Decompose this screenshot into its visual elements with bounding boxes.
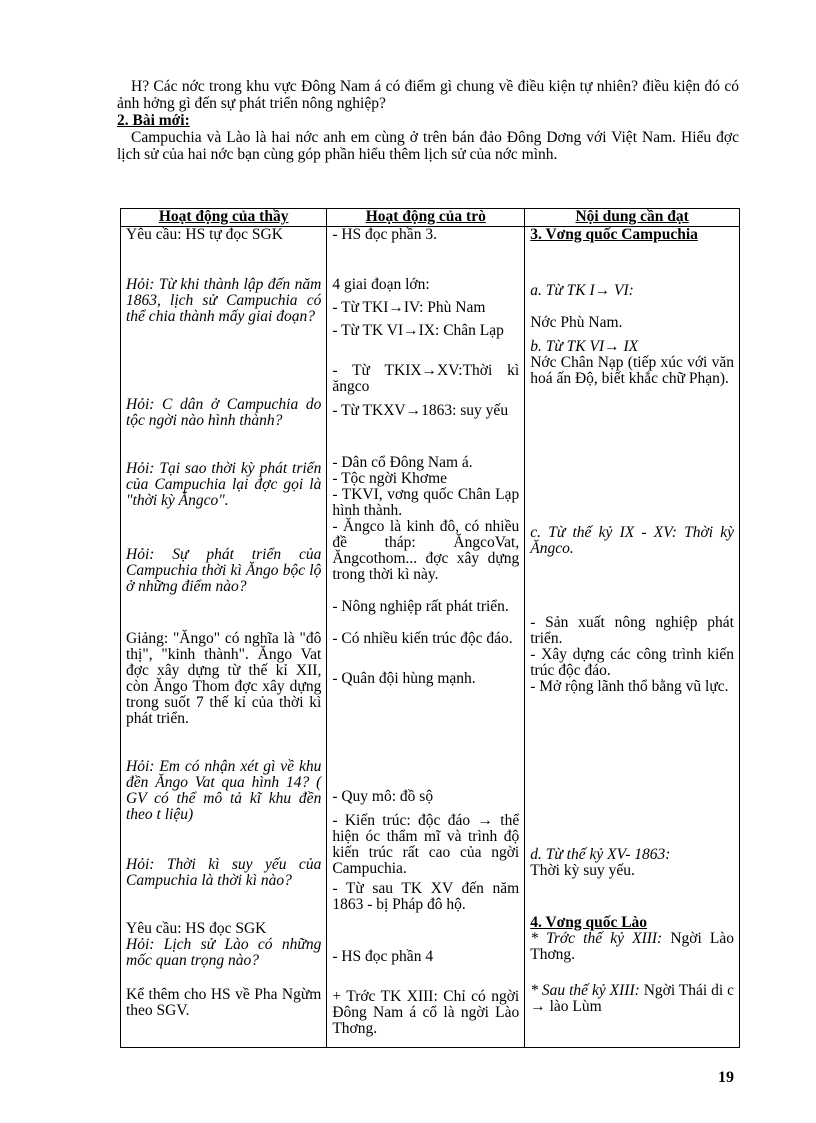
- student-item: - Từ TKIX→XV:Thời kì ăngco: [332, 362, 520, 395]
- period-a-label: a. Từ TK I→ VI:: [530, 282, 634, 299]
- teacher-item: Hỏi: Từ khi thành lập đến năm 1863, lịch sử Campuchia có thể chia thành mấy giai đoạn?: [126, 276, 322, 325]
- period-d-label: d. Từ thế kỷ XV- 1863:: [530, 846, 671, 863]
- teacher-item: Yêu cầu: HS đọc SGK: [126, 920, 267, 937]
- period-b-text: Nớc Chân Nạp (tiếp xúc với văn hoá ấn Độ, biết khắc chữ Phạn).: [530, 354, 734, 387]
- student-item: - HS đọc phần 3.: [332, 226, 437, 243]
- student-item: - Quân đội hùng mạnh.: [332, 670, 476, 687]
- lao-after-text: Ngời Thái di c → lào Lùm: [530, 982, 734, 1015]
- lao-after: [530, 983, 734, 1015]
- student-item: - Ăngco là kinh đô, có nhiều đề tháp: ĂngcoVat, Ăngcothom... đợc xây dựng trong thời kì này.: [332, 518, 520, 583]
- lao-before: [530, 931, 734, 963]
- header-teacher: Hoạt động của thầy: [121, 209, 327, 227]
- lao-title: 4. Vơng quốc Lào: [530, 914, 648, 931]
- teacher-item: Hỏi: Thời kì suy yếu của Campuchia là thời kì nào?: [126, 856, 322, 889]
- list-item: - Sản xuất nông nghiệp phát triển.: [530, 614, 734, 647]
- page-number: 19: [718, 1069, 734, 1086]
- student-item: - TKVI, vơng quốc Chân Lạp hình thành.: [332, 486, 520, 519]
- teacher-item: Kể thêm cho HS về Pha Ngừm theo SGV.: [126, 986, 322, 1019]
- student-item: - HS đọc phần 4: [332, 948, 434, 965]
- lao-after-label: * Sau thế kỷ XIII:: [530, 982, 640, 999]
- student-item: - Quy mô: đồ sộ: [332, 788, 434, 805]
- content-column: [525, 227, 740, 1048]
- period-a-text: Nớc Phù Nam.: [530, 314, 623, 331]
- teacher-column: [121, 227, 327, 1048]
- list-item: - Mở rộng lãnh thổ bằng vũ lực.: [530, 678, 729, 695]
- intro-paragraph: Campuchia và Lào là hai nớc anh em cùng ở trên bán đảo Đông Dơng với Việt Nam. Hiểu đợc lịch sử của hai nớc bạn cùng góp phần hiểu thêm lịch sử của nớc mình.: [117, 129, 739, 163]
- student-item: - Nông nghiệp rất phát triển.: [332, 598, 509, 615]
- table-row: [121, 227, 740, 1048]
- student-item: 4 giai đoạn lớn:: [332, 276, 430, 293]
- student-item: + Trớc TK XIII: Chỉ có ngời Đông Nam á cổ là ngời Lào Thơng.: [332, 988, 520, 1037]
- period-d-text: Thời kỳ suy yếu.: [530, 862, 635, 879]
- student-item: - Từ TKI→IV: Phù Nam: [332, 299, 486, 316]
- teacher-item: Hỏi: C dân ở Campuchia do tộc ngời nào hình thành?: [126, 396, 322, 429]
- student-item: - Tộc ngời Khơme: [332, 470, 448, 487]
- section-heading: 2. Bài mới:: [117, 112, 190, 129]
- header-student: Hoạt động của trò: [327, 209, 525, 227]
- student-item: - Từ TK VI→IX: Chân Lạp: [332, 322, 504, 339]
- lao-before-text: Ngời Lào Thơng.: [530, 930, 735, 963]
- student-item: - Có nhiều kiến trúc độc đáo.: [332, 630, 513, 647]
- period-c-label: c. Từ thế kỷ IX - XV: Thời kỳ Ăngco.: [530, 524, 734, 557]
- teacher-item: Hỏi: Sự phát triển của Campuchia thời kì Ăngo bộc lộ ở những điểm nào?: [126, 546, 322, 595]
- header-content: Nội dung cần đạt: [525, 209, 740, 227]
- teacher-item: Hỏi: Lịch sử Lào có những mốc quan trọng nào?: [126, 936, 322, 969]
- student-item: - Từ TKXV→1863: suy yếu: [332, 402, 509, 419]
- teacher-item: Hỏi: Tại sao thời kỳ phát triển của Campuchia lại đợc gọi là "thời kỳ Ăngco".: [126, 460, 322, 509]
- list-item: - Xây dựng các công trình kiến trúc độc đáo.: [530, 646, 734, 679]
- table-header-row: [121, 209, 740, 227]
- lao-before-label: * Trớc thế kỷ XIII:: [530, 930, 663, 947]
- teacher-item: Hỏi: Em có nhận xét gì về khu đền Ăngo Vat qua hình 14? ( GV có thể mô tả kĩ khu đền theo t liệu): [126, 758, 322, 823]
- period-b-label: b. Từ TK VI→ IX: [530, 338, 639, 355]
- student-item: - Dân cổ Đông Nam á.: [332, 454, 473, 471]
- intro-question: H? Các nớc trong khu vực Đông Nam á có điểm gì chung về điều kiện tự nhiên? điều kiện đó có ảnh hởng gì đến sự phát triển nông nghiệp?: [117, 78, 739, 112]
- campuchia-title: 3. Vơng quốc Campuchia: [530, 226, 698, 243]
- student-column: [327, 227, 525, 1048]
- student-item: - Từ sau TK XV đến năm 1863 - bị Pháp đô hộ.: [332, 880, 520, 913]
- teacher-item: Yêu cầu: HS tự đọc SGK: [126, 226, 283, 243]
- student-item: - Kiến trúc: độc đáo → thể hiện óc thẩm mĩ và trình độ kiến trúc rất cao của ngời Campuchia.: [332, 812, 520, 877]
- teacher-item: Giảng: "Ăngo" có nghĩa là "đô thị", "kinh thành". Ăngo Vat đợc xây dựng từ thế kỉ XII, còn Ăngo Thom đợc xây dựng trong suốt 7 thế kỉ của thời kì phát triển.: [126, 630, 322, 727]
- intro: [117, 78, 739, 163]
- lesson-table: [120, 208, 740, 1048]
